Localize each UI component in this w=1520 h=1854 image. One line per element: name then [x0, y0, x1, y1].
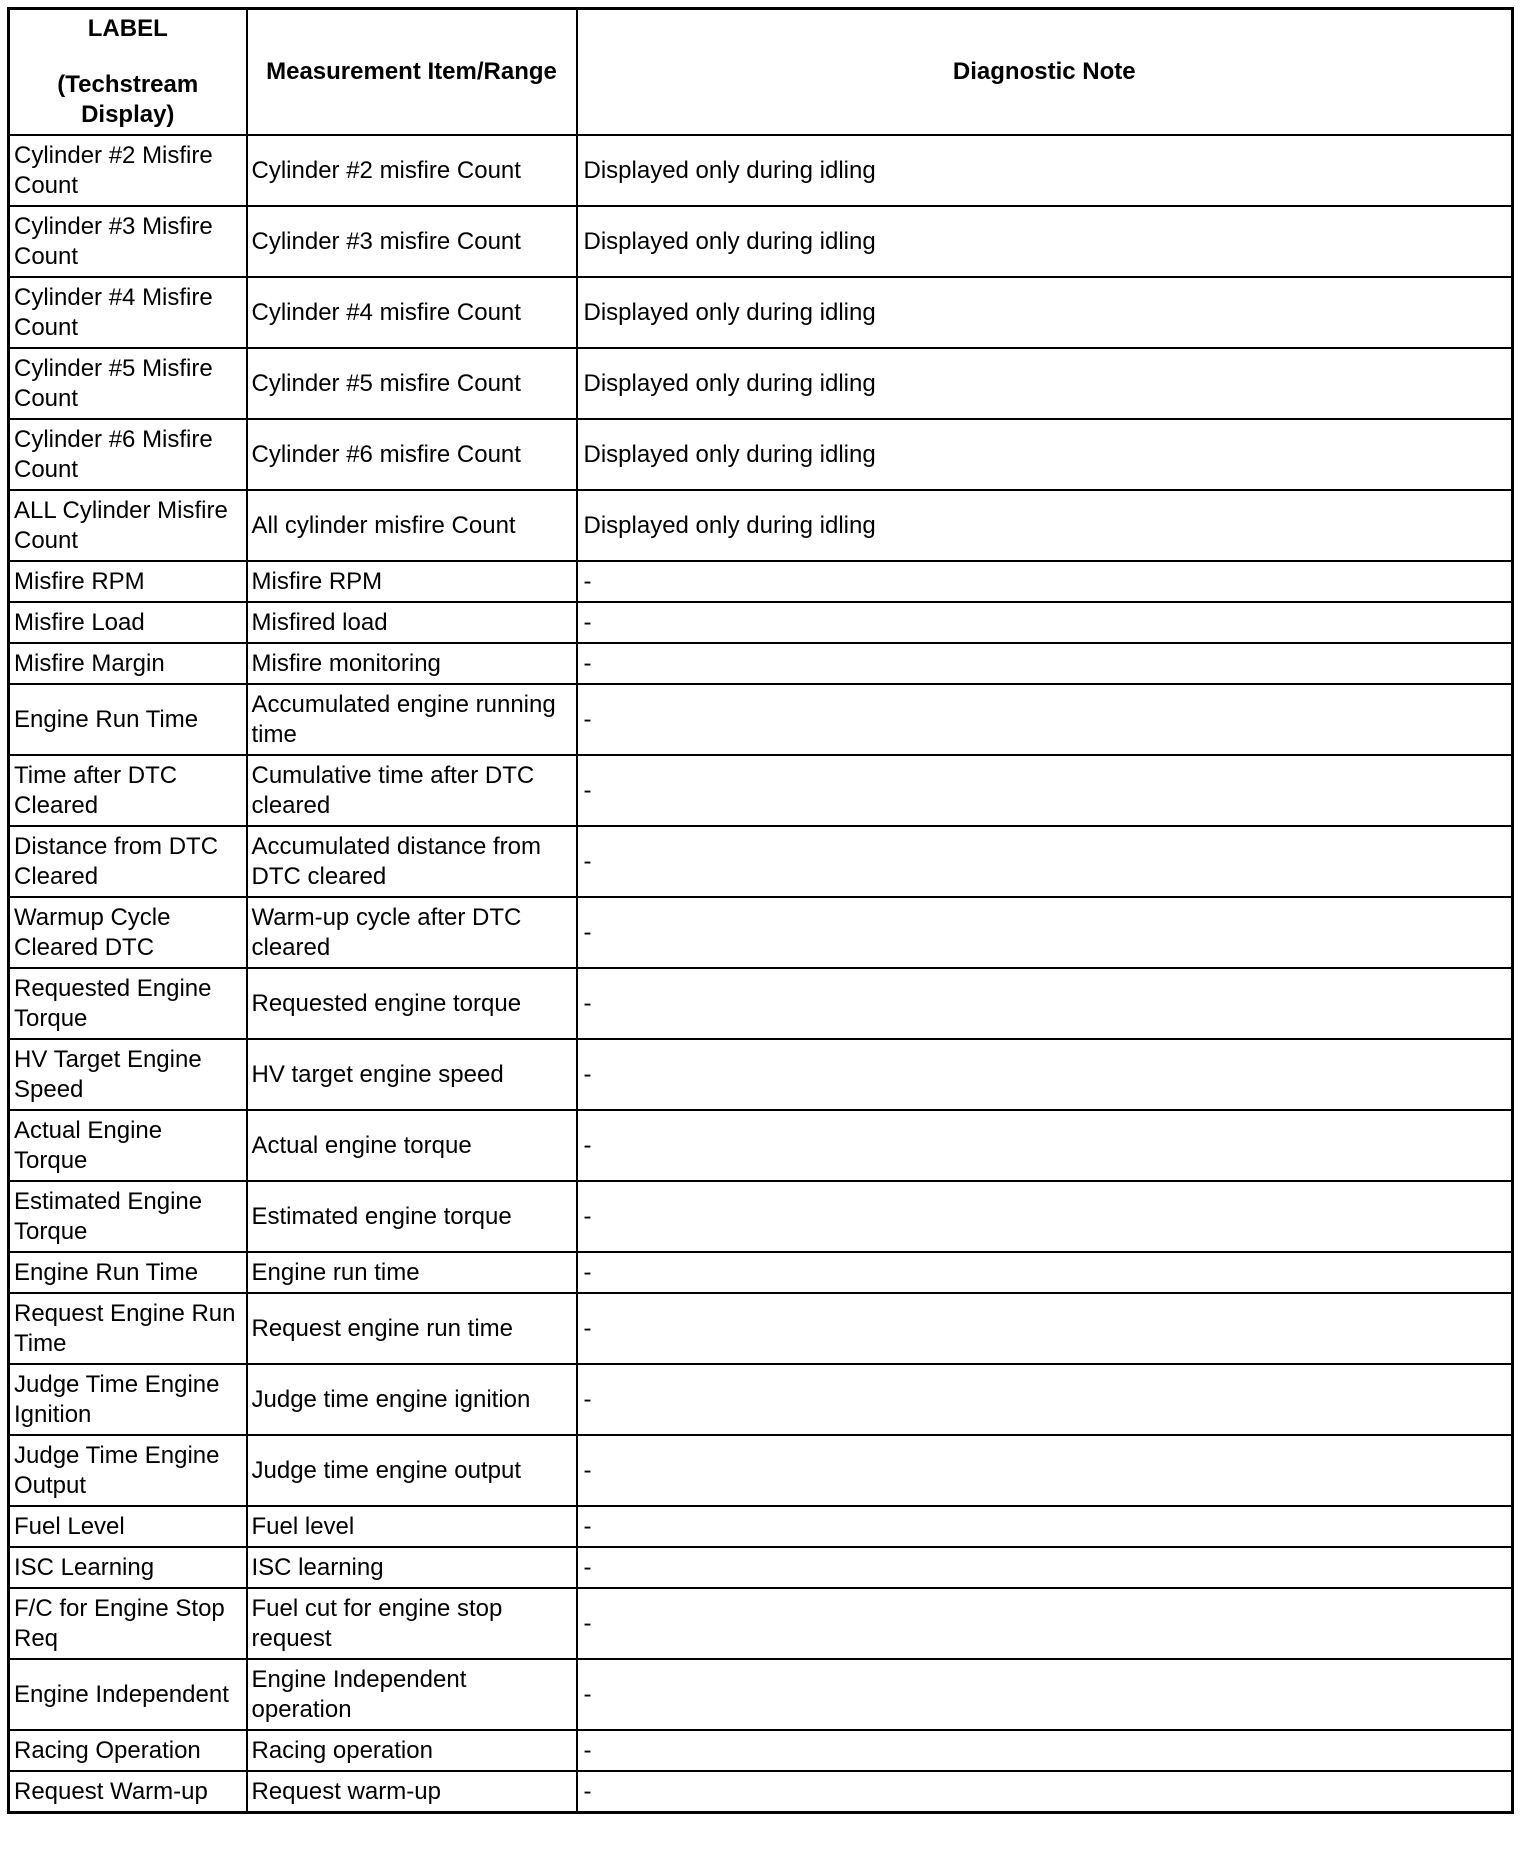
- row-label: Cylinder #4 Misfire Count: [9, 277, 247, 348]
- data-list-sheet: [7, 7, 1514, 1814]
- row-diagnostic-note: -: [577, 643, 1513, 684]
- row-diagnostic-note: Displayed only during idling: [577, 135, 1513, 206]
- table-header: [9, 9, 1513, 136]
- row-diagnostic-note: -: [577, 1435, 1513, 1506]
- row-diagnostic-note: -: [577, 755, 1513, 826]
- row-diagnostic-note: -: [577, 1181, 1513, 1252]
- header-row: [9, 9, 1513, 136]
- row-diagnostic-note: Displayed only during idling: [577, 206, 1513, 277]
- row-measurement: Misfire RPM: [247, 561, 577, 602]
- table-row: [9, 1547, 1513, 1588]
- row-label: Racing Operation: [9, 1730, 247, 1771]
- row-diagnostic-note: -: [577, 1110, 1513, 1181]
- table-row: [9, 1771, 1513, 1813]
- row-diagnostic-note: -: [577, 1252, 1513, 1293]
- header-label: [9, 9, 247, 136]
- table-row: [9, 826, 1513, 897]
- row-label: Request Engine Run Time: [9, 1293, 247, 1364]
- row-label: F/C for Engine Stop Req: [9, 1588, 247, 1659]
- table-row: [9, 1110, 1513, 1181]
- row-measurement: Fuel level: [247, 1506, 577, 1547]
- row-measurement: ISC learning: [247, 1547, 577, 1588]
- table-row: [9, 1181, 1513, 1252]
- row-label: Judge Time Engine Output: [9, 1435, 247, 1506]
- table-row: [9, 1252, 1513, 1293]
- row-measurement: Actual engine torque: [247, 1110, 577, 1181]
- table-row: [9, 1435, 1513, 1506]
- table-row: [9, 561, 1513, 602]
- row-measurement: Cylinder #2 misfire Count: [247, 135, 577, 206]
- row-label: ALL Cylinder Misfire Count: [9, 490, 247, 561]
- row-measurement: Accumulated engine running time: [247, 684, 577, 755]
- table-row: [9, 602, 1513, 643]
- row-label: Distance from DTC Cleared: [9, 826, 247, 897]
- row-measurement: Misfired load: [247, 602, 577, 643]
- row-measurement: Accumulated distance from DTC cleared: [247, 826, 577, 897]
- table-row: [9, 419, 1513, 490]
- table-row: [9, 135, 1513, 206]
- header-label-line3: Display): [81, 101, 175, 128]
- row-measurement: Racing operation: [247, 1730, 577, 1771]
- row-measurement: Cylinder #5 misfire Count: [247, 348, 577, 419]
- row-diagnostic-note: Displayed only during idling: [577, 419, 1513, 490]
- table-row: [9, 348, 1513, 419]
- table-row: [9, 1293, 1513, 1364]
- table-row: [9, 1730, 1513, 1771]
- table-row: [9, 643, 1513, 684]
- row-label: Cylinder #6 Misfire Count: [9, 419, 247, 490]
- row-diagnostic-note: -: [577, 1506, 1513, 1547]
- table-row: [9, 684, 1513, 755]
- table-row: [9, 1039, 1513, 1110]
- table-row: [9, 968, 1513, 1039]
- row-label: ISC Learning: [9, 1547, 247, 1588]
- row-label: Engine Independent: [9, 1659, 247, 1730]
- header-label-line1: LABEL: [87, 15, 168, 42]
- row-label: Misfire RPM: [9, 561, 247, 602]
- row-diagnostic-note: Displayed only during idling: [577, 348, 1513, 419]
- row-measurement: Cylinder #3 misfire Count: [247, 206, 577, 277]
- row-label: Requested Engine Torque: [9, 968, 247, 1039]
- row-diagnostic-note: -: [577, 1588, 1513, 1659]
- row-label: Estimated Engine Torque: [9, 1181, 247, 1252]
- row-label: Warmup Cycle Cleared DTC: [9, 897, 247, 968]
- row-measurement: Warm-up cycle after DTC cleared: [247, 897, 577, 968]
- row-diagnostic-note: -: [577, 1293, 1513, 1364]
- table-row: [9, 897, 1513, 968]
- row-label: Actual Engine Torque: [9, 1110, 247, 1181]
- row-diagnostic-note: -: [577, 1730, 1513, 1771]
- header-diagnostic-note: Diagnostic Note: [577, 9, 1513, 136]
- row-diagnostic-note: -: [577, 1659, 1513, 1730]
- row-label: HV Target Engine Speed: [9, 1039, 247, 1110]
- row-measurement: Cumulative time after DTC cleared: [247, 755, 577, 826]
- row-measurement: Misfire monitoring: [247, 643, 577, 684]
- row-label: Cylinder #2 Misfire Count: [9, 135, 247, 206]
- header-label-line2: (Techstream: [57, 71, 199, 98]
- row-diagnostic-note: -: [577, 968, 1513, 1039]
- table-row: [9, 1364, 1513, 1435]
- table-row: [9, 490, 1513, 561]
- row-diagnostic-note: -: [577, 1364, 1513, 1435]
- table-row: [9, 1588, 1513, 1659]
- row-measurement: Fuel cut for engine stop request: [247, 1588, 577, 1659]
- row-measurement: Judge time engine ignition: [247, 1364, 577, 1435]
- row-measurement: All cylinder misfire Count: [247, 490, 577, 561]
- header-measurement: Measurement Item/Range: [247, 9, 577, 136]
- row-label: Misfire Margin: [9, 643, 247, 684]
- row-label: Fuel Level: [9, 1506, 247, 1547]
- row-measurement: Request warm-up: [247, 1771, 577, 1813]
- row-label: Cylinder #5 Misfire Count: [9, 348, 247, 419]
- row-diagnostic-note: -: [577, 684, 1513, 755]
- row-measurement: Engine Independent operation: [247, 1659, 577, 1730]
- row-label: Judge Time Engine Ignition: [9, 1364, 247, 1435]
- row-diagnostic-note: -: [577, 826, 1513, 897]
- row-diagnostic-note: -: [577, 897, 1513, 968]
- table-row: [9, 206, 1513, 277]
- row-diagnostic-note: Displayed only during idling: [577, 490, 1513, 561]
- row-diagnostic-note: Displayed only during idling: [577, 277, 1513, 348]
- row-diagnostic-note: -: [577, 1039, 1513, 1110]
- data-list-table: [7, 7, 1514, 1814]
- row-label: Time after DTC Cleared: [9, 755, 247, 826]
- table-row: [9, 755, 1513, 826]
- row-diagnostic-note: -: [577, 561, 1513, 602]
- table-row: [9, 277, 1513, 348]
- row-measurement: Estimated engine torque: [247, 1181, 577, 1252]
- row-label: Cylinder #3 Misfire Count: [9, 206, 247, 277]
- row-measurement: Cylinder #6 misfire Count: [247, 419, 577, 490]
- row-label: Engine Run Time: [9, 1252, 247, 1293]
- table-body: [9, 135, 1513, 1813]
- row-diagnostic-note: -: [577, 602, 1513, 643]
- row-diagnostic-note: -: [577, 1771, 1513, 1813]
- row-measurement: Request engine run time: [247, 1293, 577, 1364]
- table-row: [9, 1659, 1513, 1730]
- row-measurement: HV target engine speed: [247, 1039, 577, 1110]
- row-measurement: Requested engine torque: [247, 968, 577, 1039]
- table-row: [9, 1506, 1513, 1547]
- row-measurement: Cylinder #4 misfire Count: [247, 277, 577, 348]
- row-measurement: Judge time engine output: [247, 1435, 577, 1506]
- row-label: Request Warm-up: [9, 1771, 247, 1813]
- row-measurement: Engine run time: [247, 1252, 577, 1293]
- row-diagnostic-note: -: [577, 1547, 1513, 1588]
- row-label: Engine Run Time: [9, 684, 247, 755]
- row-label: Misfire Load: [9, 602, 247, 643]
